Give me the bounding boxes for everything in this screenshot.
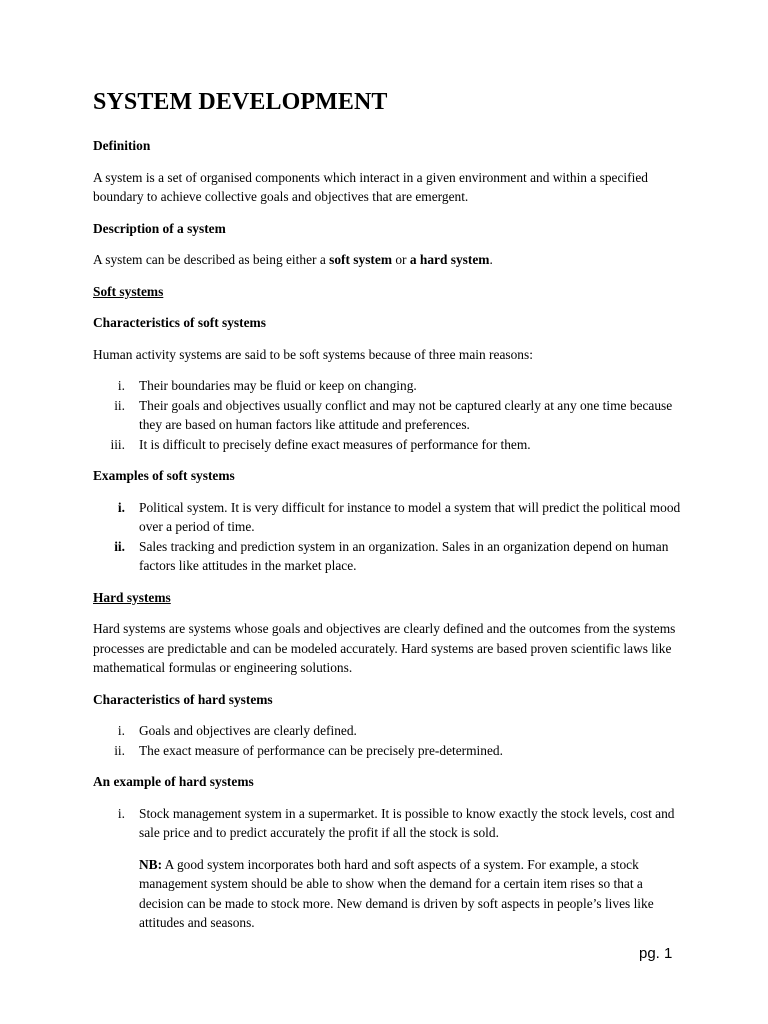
list-number: i. (117, 805, 125, 821)
list-number: ii. (114, 538, 125, 554)
list-number: i. (117, 499, 125, 515)
list-item-text: The exact measure of performance can be precisely pre-determined. (139, 742, 503, 758)
list-item-text: Their goals and objectives usually conflict and may not be captured clearly at any one time because they are based on human factors like attitude and preferences. (139, 397, 673, 432)
description-heading: Description of a system (93, 220, 226, 236)
description-text-after: . (489, 252, 493, 267)
list-item (93, 741, 683, 761)
description-text-mid: or (391, 252, 410, 267)
soft-intro: Human activity systems are said to be soft systems because of three main reasons: (93, 346, 533, 362)
definition-heading: Definition (93, 138, 151, 153)
soft-characteristics-list (93, 376, 683, 454)
document-title: SYSTEM DEVELOPMENT (93, 89, 388, 115)
list-item-text: Stock management system in a supermarket. It is possible to know exactly the stock levels, cost and sale price and to predict accurately the profit if all the stock is sold. (139, 805, 675, 840)
description-text (93, 250, 683, 270)
list-item-text: It is difficult to precisely define exact measures of performance for them. (139, 436, 531, 452)
page-number: pg. 1 (639, 945, 673, 962)
list-item-text: Sales tracking and prediction system in an organization. Sales in an organization depend on human factors like attitudes in the market place. (139, 538, 669, 573)
list-item (93, 804, 683, 843)
list-item-text: Political system. It is very difficult for instance to model a system that will predict the political mood over a period of time. (139, 499, 681, 534)
document-page (93, 86, 683, 933)
hard-characteristics-list (93, 721, 683, 760)
list-number: ii. (114, 742, 125, 758)
hard-systems-heading: Hard systems (93, 589, 171, 605)
list-number: i. (117, 723, 125, 738)
list-item (93, 435, 683, 455)
hard-example-heading: An example of hard systems (93, 774, 254, 789)
soft-characteristics-heading: Characteristics of soft systems (93, 315, 266, 330)
list-number: i. (117, 378, 125, 393)
description-text-before: A system can be described as being either a (93, 252, 330, 267)
list-item (93, 537, 683, 576)
list-item-text: Goals and objectives are clearly defined. (139, 723, 357, 738)
soft-examples-heading: Examples of soft systems (93, 468, 235, 483)
soft-systems-heading: Soft systems (93, 283, 164, 299)
hard-system-term: a hard system (409, 252, 490, 267)
list-item (93, 721, 683, 741)
soft-system-term: soft system (329, 252, 392, 267)
list-item (93, 376, 683, 396)
list-item-text: Their boundaries may be fluid or keep on changing. (139, 378, 417, 393)
list-item (93, 498, 683, 537)
soft-examples-list (93, 498, 683, 576)
nb-note (93, 855, 683, 933)
definition-text: A system is a set of organised components which interact in a given environment and within a specified boundary to achieve collective goals and objectives that are emergent. (93, 169, 648, 204)
hard-examples-list (93, 804, 683, 843)
list-number: ii. (114, 397, 125, 413)
hard-intro: Hard systems are systems whose goals and objectives are clearly defined and the outcomes from the systems processes are predictable and can be modeled accurately. Hard systems are based proven scientific laws like mathematical formulas or engineering solutions. (93, 621, 676, 675)
list-item (93, 396, 683, 435)
list-number: iii. (110, 436, 125, 452)
nb-text: A good system incorporates both hard and soft aspects of a system. For example, a stock management system should be able to show when the demand for a certain item rises so that a decision can be made to stock more. New demand is driven by soft aspects in people’s lives like attitudes and seasons. (139, 856, 654, 930)
hard-characteristics-heading: Characteristics of hard systems (93, 691, 273, 707)
nb-label: NB: (139, 856, 163, 872)
